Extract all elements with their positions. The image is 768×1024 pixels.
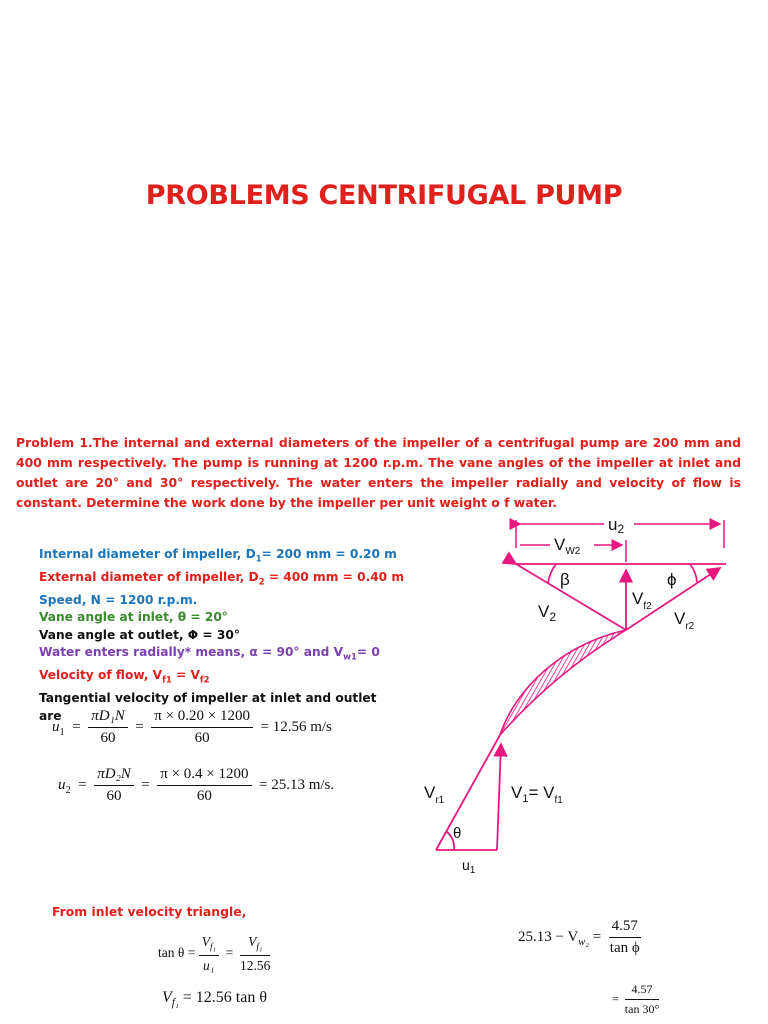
radial-entry-line: Water enters radially* means, α = 90° and $V_{w1}= 0$ [39,645,380,663]
vw2-fraction: $\frac{4.57}{\text{tan ϕ}}$ [609,918,640,956]
beta-label: β [560,570,570,589]
speed-line: Speed, N = 1200 r.p.m. [39,592,198,607]
vw2-fraction-2: $\frac{4.57}{\tan 30^\circ}$ [624,982,660,1016]
tangential-line-1: Tangential velocity of impeller at inlet and outlet [39,691,377,706]
tangential-line-2: are [39,708,62,723]
u2-equation: $u_2$ = $\frac{\text{πD₂N}}{60}$ = $\frac{\pi \times 0.4 \times 1200}{60}$ = 25.13 m/s. [58,766,335,804]
tan-fraction-1: $\frac{V_{f_1}}{\text{u₁}}$ [199,934,219,974]
vf1-equation: $V_{f_1} = 12.56$ tan θ [162,989,268,1010]
outlet-angle-line: Vane angle at outlet, Φ = 30° [39,627,240,642]
inlet-triangle-heading: From inlet velocity triangle, [52,904,247,919]
u2-fraction-2: $\frac{\pi \times 0.4 \times 1200}{60}$ [157,766,251,805]
u1-fraction-2: $\frac{\pi \times 0.20 \times 1200}{60}$ [151,708,253,747]
u2-fraction-1: $\frac{\text{πD₂N}}{60}$ [94,766,134,805]
internal-diameter-line: Internal diameter of impeller, $D_1= 200$ mm = 0.20 m [39,547,397,565]
page-title: PROBLEMS CENTRIFUGAL PUMP [145,180,623,211]
u1-label: $u_1$ [462,857,476,876]
tan-theta-equation: tan θ = $\frac{V_{f_1}}{\text{u₁}}$ = $\frac{V_{f_1}}{12.56}$ [158,934,271,973]
u2-label: u2 [608,515,625,536]
external-diameter-line: External diameter of impeller, $D_2 = 400$ mm = 0.40 m [39,569,405,588]
vr1-label: $V_{r1}$ [424,783,445,806]
u1-equation: $u_1$ = $\frac{\text{πD₁N}}{60}$ = $\frac{\pi \times 0.20 \times 1200}{60}$ = 12.56 m/s [52,708,332,746]
u1-fraction-1: $\frac{\text{πD₁N}}{60}$ [88,708,128,747]
v1-equals-vf1-label: $V_1= V_{f1}$ [511,783,563,806]
tan-fraction-2: $\frac{V_{f_1}}{12.56}$ [239,934,271,973]
vw2-equation: $25.13 - V_{w_2}$ = $\frac{4.57}{\text{tan ϕ}}$ [518,918,640,956]
velocity-flow-line: Velocity of flow, $V_{f1} = V_{f2}$ [39,668,210,686]
inlet-triangle [436,735,501,850]
vw2-label: $V_{W2}$ [554,535,581,557]
theta-label: θ [453,825,462,842]
vr2-label: $V_{r2}$ [674,609,695,632]
vw2-equation-continued: = $\frac{4.57}{\tan 30^\circ}$ [612,982,660,1016]
vf2-label: $V_{f2}$ [632,589,652,612]
v2-label: $V_2$ [538,602,557,624]
problem-statement: Problem 1.The internal and external diameters of the impeller of a centrifugal pump are 200 mm and 400 mm respectively. The pump is running at 1200 r.p.m. The vane angles of the impeller at inlet and outlet are 20° and 30° respectively. The water enters the impeller radially and velocity of flow is constant. Determine the work done by the impeller per unit weight o f water. [16,435,741,510]
inlet-angle-line: Vane angle at inlet, θ = 20° [39,610,228,625]
impeller-vane [500,630,626,735]
phi-label: ϕ [667,570,677,589]
